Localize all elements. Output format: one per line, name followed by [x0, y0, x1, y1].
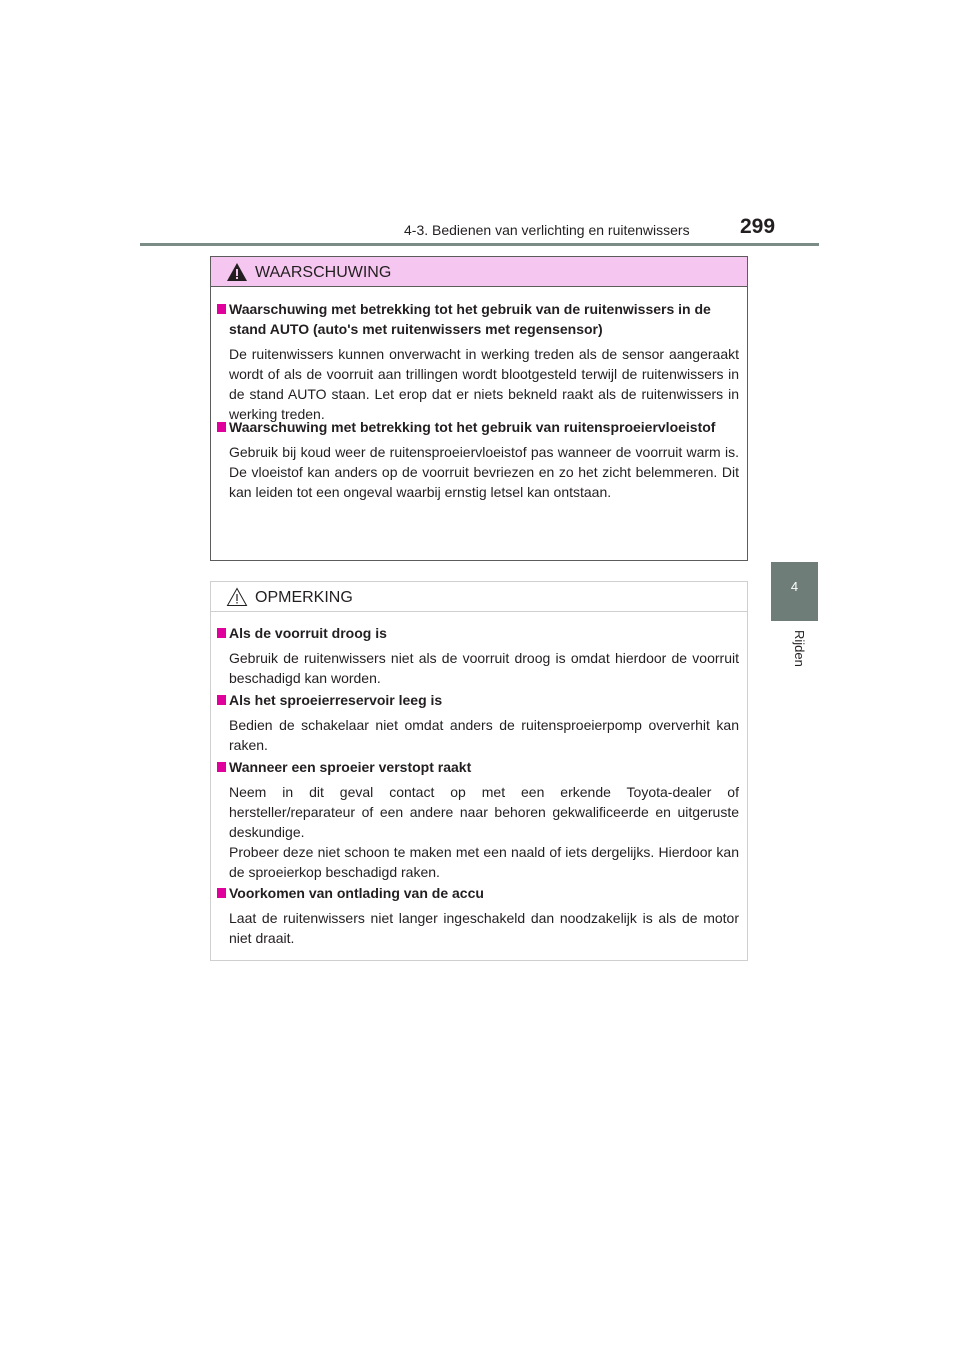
warning-section-title: Waarschuwing met betrekking tot het gebruik van de ruitenwissers in de stand AUTO (auto's met ruitenwissers met regensensor) [211, 299, 747, 339]
warning-triangle-icon [226, 262, 248, 282]
note-section-body: Neem in dit geval contact op met een erkende Toyota-dealer of hersteller/reparateur of een andere naar behoren gekwalificeerde en uitgeruste deskundige. [229, 784, 739, 840]
note-section-title: Voorkomen van ontlading van de accu [211, 883, 747, 903]
caution-triangle-outline-icon [226, 587, 248, 607]
header-divider [140, 243, 819, 246]
note-header-label: OPMERKING [255, 589, 353, 606]
warning-section-body: De ruitenwissers kunnen onverwacht in werking treden als de sensor aangeraakt wordt of als de voorruit aan trillingen wordt blootgesteld terwijl de ruitenwissers in de stand AUTO staan. Let erop dat er niets bekneld raakt als de ruitenwissers in werking treden. [229, 346, 739, 422]
note-section [211, 623, 747, 688]
warning-header-label: WAARSCHUWING [255, 264, 392, 281]
warning-section [211, 299, 747, 424]
square-bullet-icon [217, 695, 226, 705]
note-section-body: Bedien de schakelaar niet omdat anders de ruitensproeierpomp oververhit kan raken. [229, 717, 739, 753]
square-bullet-icon [217, 422, 226, 432]
note-section [211, 690, 747, 755]
square-bullet-icon [217, 628, 226, 638]
warning-header [211, 257, 747, 287]
note-section [211, 883, 747, 948]
chapter-label: Rijden [792, 630, 807, 667]
warning-section-body: Gebruik bij koud weer de ruitensproeiervloeistof pas wanneer de voorruit warm is. De vloeistof kan anders op de voorruit bevriezen en zo het zicht belemmeren. Dit kan leiden tot een ongeval waarbij ernstig letsel kan ontstaan. [229, 444, 739, 500]
note-section-title: Wanneer een sproeier verstopt raakt [211, 757, 747, 777]
warning-section-title: Waarschuwing met betrekking tot het gebruik van ruitensproeiervloeistof [211, 417, 747, 437]
note-section [211, 757, 747, 882]
note-section-title: Als het sproeierreservoir leeg is [211, 690, 747, 710]
square-bullet-icon [217, 304, 226, 314]
square-bullet-icon [217, 888, 226, 898]
chapter-tab [771, 562, 818, 621]
note-box [210, 581, 748, 961]
warning-box [210, 256, 748, 561]
note-section-body: Gebruik de ruitenwissers niet als de voorruit droog is omdat hierdoor de voorruit beschadigd kan worden. [229, 650, 739, 686]
note-section-body: Laat de ruitenwissers niet langer ingeschakeld dan noodzakelijk is als de motor niet draait. [229, 910, 739, 946]
chapter-number: 4 [790, 579, 799, 594]
square-bullet-icon [217, 762, 226, 772]
warning-section [211, 417, 747, 502]
note-section-title: Als de voorruit droog is [211, 623, 747, 643]
note-header [211, 582, 747, 612]
section-header-title: 4-3. Bedienen van verlichting en ruitenwissers [404, 222, 690, 238]
page-number: 299 [740, 215, 776, 238]
note-section-body-continued: Probeer deze niet schoon te maken met een naald of iets dergelijks. Hierdoor kan de sproeierkop beschadigd raken. [229, 844, 739, 880]
